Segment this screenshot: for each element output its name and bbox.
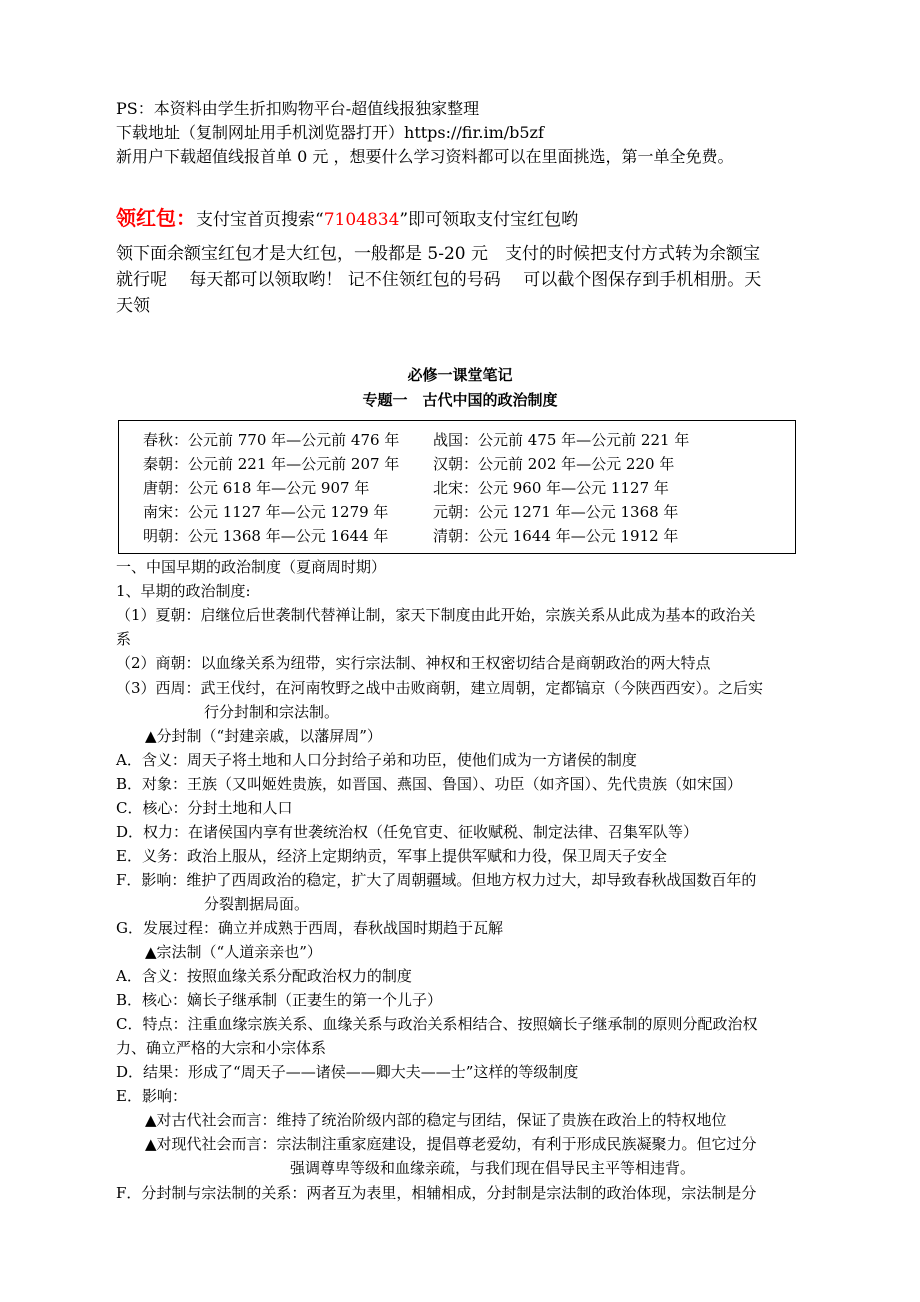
body-line: G．发展过程：确立并成熟于西周，春秋战国时期趋于瓦解 xyxy=(116,919,503,937)
body-line: 行分封制和宗法制。 xyxy=(204,703,340,721)
body-line: B．核心：嫡长子继承制（正妻生的第一个儿子） xyxy=(116,991,443,1009)
page-subtitle: 专题一 古代中国的政治制度 xyxy=(362,391,558,409)
dynasty-cell: 战国：公元前 475 年—公元前 221 年 xyxy=(433,431,690,449)
page-title: 必修一课堂笔记 xyxy=(407,366,513,384)
body-line: B．对象：王族（又叫姬姓贵族，如晋国、燕国、鲁国）、功臣（如齐国）、先代贵族（如宋国） xyxy=(116,775,743,793)
dynasty-cell: 汉朝：公元前 202 年—公元 220 年 xyxy=(433,455,675,473)
body-line: 1、早期的政治制度: xyxy=(116,582,251,600)
body-line: 分裂割据局面。 xyxy=(204,895,310,913)
ps-note: PS：本资料由学生折扣购物平台-超值线报独家整理 xyxy=(116,99,480,118)
body-line: 强调尊卑等级和血缘亲疏，与我们现在倡导民主平等相违背。 xyxy=(290,1159,696,1177)
promo-code: 7104834 xyxy=(323,210,400,230)
body-line: 系 xyxy=(116,630,132,648)
dynasty-cell: 南宋：公元 1127 年—公元 1279 年 xyxy=(143,503,389,521)
body-line: D．结果：形成了“周天子——诸侯——卿大夫——士”这样的等级制度 xyxy=(116,1063,579,1081)
promo-colon: ： xyxy=(176,206,196,230)
body-line: D．权力：在诸侯国内享有世袭统治权（任免官吏、征收赋税、制定法律、召集军队等） xyxy=(116,823,699,841)
promo-text-before: 支付宝首页搜索“ xyxy=(196,210,324,230)
dynasty-cell: 清朝：公元 1644 年—公元 1912 年 xyxy=(433,527,679,545)
dynasty-cell: 元朝：公元 1271 年—公元 1368 年 xyxy=(433,503,679,521)
dynasty-cell: 北宋：公元 960 年—公元 1127 年 xyxy=(433,479,669,497)
promo-line xyxy=(116,205,578,233)
promo-desc-line: 天领 xyxy=(116,296,150,316)
body-line: A．含义：按照血缘关系分配政治权力的制度 xyxy=(116,967,412,985)
download-line xyxy=(116,121,544,145)
body-line: A．含义：周天子将土地和人口分封给子弟和功臣，使他们成为一方诸侯的制度 xyxy=(116,751,637,769)
body-line: C．特点：注重血缘宗族关系、血缘关系与政治关系相结合、按照嫡长子继承制的原则分配政治权 xyxy=(116,1015,758,1033)
body-line: ▲对古代社会而言：维持了统治阶级内部的稳定与团结，保证了贵族在政治上的特权地位 xyxy=(145,1111,727,1129)
download-link[interactable]: https://fir.im/b5zf xyxy=(404,123,544,142)
dynasty-table xyxy=(118,420,796,554)
dynasty-cell: 秦朝：公元前 221 年—公元前 207 年 xyxy=(143,455,400,473)
dynasty-cell: 明朝：公元 1368 年—公元 1644 年 xyxy=(143,527,389,545)
promo-label: 领红包 xyxy=(116,206,176,230)
body-line: （3）西周：武王伐纣，在河南牧野之战中击败商朝，建立周朝，定都镐京（今陕西西安）。之后实 xyxy=(116,679,764,697)
body-line: ▲宗法制（“人道亲亲也”） xyxy=(145,943,322,961)
body-line: ▲分封制（“封建亲戚，以藩屏周”） xyxy=(145,727,382,745)
dynasty-cell: 春秋：公元前 770 年—公元前 476 年 xyxy=(143,431,400,449)
dynasty-cell: 唐朝：公元 618 年—公元 907 年 xyxy=(143,479,370,497)
body-line: E．义务：政治上服从，经济上定期纳贡，军事上提供军赋和力役，保卫周天子安全 xyxy=(116,847,667,865)
promo-text-after: ”即可领取支付宝红包哟 xyxy=(399,210,579,230)
body-line: ▲对现代社会而言：宗法制注重家庭建设，提倡尊老爱幼，有利于形成民族凝聚力。但它过分 xyxy=(145,1135,757,1153)
body-line: E．影响： xyxy=(116,1087,187,1105)
promo-desc-line: 就行呢 每天都可以领取哟！ 记不住领红包的号码 可以截个图保存到手机相册。天 xyxy=(116,270,762,290)
body-line: F．分封制与宗法制的关系：两者互为表里，相辅相成，分封制是宗法制的政治体现，宗法制是分 xyxy=(116,1184,757,1202)
promo-desc-line: 领下面余额宝红包才是大红包，一般都是 5-20 元 支付的时候把支付方式转为余额宝 xyxy=(116,244,760,264)
new-user-note: 新用户下载超值线报首单 0 元 ，想要什么学习资料都可以在里面挑选，第一单全免费。 xyxy=(116,147,734,166)
download-prefix: 下载地址（复制网址用手机浏览器打开） xyxy=(116,123,405,142)
body-line: （2）商朝：以血缘关系为纽带，实行宗法制、神权和王权密切结合是商朝政治的两大特点 xyxy=(116,654,711,672)
body-line: 力、确立严格的大宗和小宗体系 xyxy=(116,1039,327,1057)
section-heading: 一、中国早期的政治制度（夏商周时期） xyxy=(116,558,387,576)
body-line: （1）夏朝：启继位后世袭制代替禅让制，家天下制度由此开始，宗族关系从此成为基本的政治关 xyxy=(116,606,756,624)
body-line: F．影响：维护了西周政治的稳定，扩大了周朝疆域。但地方权力过大，却导致春秋战国数百年的 xyxy=(116,871,757,889)
body-line: C．核心：分封土地和人口 xyxy=(116,799,293,817)
